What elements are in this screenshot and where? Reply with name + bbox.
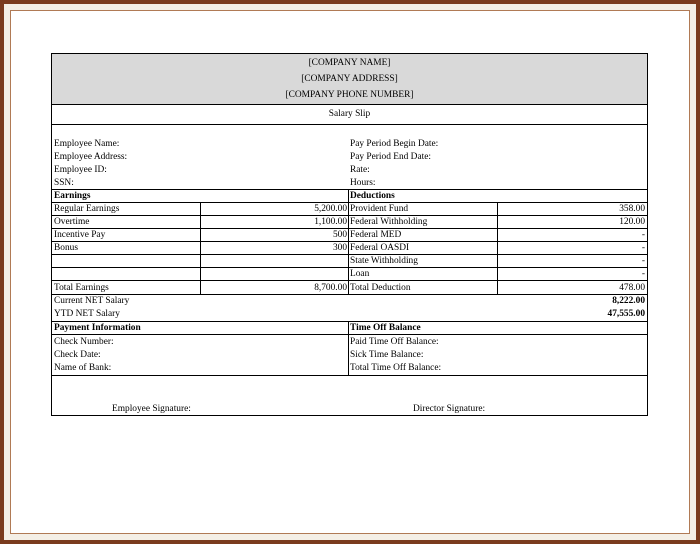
director-signature-label: Director Signature: [413, 404, 486, 414]
deduction-row-value: - [641, 269, 645, 279]
deduction-row-label: Federal OASDI [350, 243, 410, 253]
rate-label: Rate: [350, 165, 370, 175]
time-off-heading: Time Off Balance [350, 323, 421, 333]
ytd-net-salary-value: 47,555.00 [607, 309, 645, 319]
pay-period-end-label: Pay Period End Date: [350, 152, 431, 162]
earnings-row-value: 500 [332, 230, 347, 240]
deductions-heading: Deductions [350, 191, 395, 201]
earnings-row-label: Incentive Pay [54, 230, 106, 240]
deduction-row-label: Federal Withholding [350, 217, 428, 227]
deduction-row-value: - [641, 243, 645, 253]
paid-time-off-label: Paid Time Off Balance: [350, 337, 439, 347]
deduction-row-value: - [641, 230, 645, 240]
total-earnings-value: 8,700.00 [314, 283, 347, 293]
company-address: [COMPANY ADDRESS] [301, 74, 398, 84]
employee-id-label: Employee ID: [54, 165, 107, 175]
total-deduction-value: 478.00 [619, 283, 645, 293]
hours-label: Hours: [350, 178, 376, 188]
ytd-net-salary-label: YTD NET Salary [54, 309, 120, 319]
deduction-row-value: - [641, 256, 645, 266]
company-header [52, 54, 647, 105]
total-time-off-label: Total Time Off Balance: [350, 363, 442, 373]
document-title: Salary Slip [52, 104, 647, 125]
payment-info-heading: Payment Information [54, 323, 141, 333]
earnings-row-value: 300 [332, 243, 347, 253]
deduction-row-label: Loan [350, 269, 370, 279]
ssn-label: SSN: [54, 178, 74, 188]
company-phone: [COMPANY PHONE NUMBER] [285, 90, 414, 100]
earnings-row-value: 1,100.00 [314, 217, 347, 227]
deduction-row-value: 120.00 [619, 217, 645, 227]
employee-name-label: Employee Name: [54, 139, 120, 149]
company-name: [COMPANY NAME] [308, 58, 391, 68]
current-net-salary-value: 8,222.00 [612, 296, 645, 306]
deduction-row-value: 358.00 [619, 204, 645, 214]
bank-name-label: Name of Bank: [54, 363, 112, 373]
total-earnings-label: Total Earnings [54, 283, 109, 293]
check-date-label: Check Date: [54, 350, 101, 360]
employee-signature-label: Employee Signature: [112, 404, 191, 414]
deduction-row-label: Provident Fund [350, 204, 409, 214]
total-deduction-label: Total Deduction [350, 283, 411, 293]
pay-period-begin-label: Pay Period Begin Date: [350, 139, 439, 149]
earnings-heading: Earnings [54, 191, 91, 201]
employee-address-label: Employee Address: [54, 152, 128, 162]
earnings-row-value: 5,200.00 [314, 204, 347, 214]
deduction-row-label: State Withholding [350, 256, 418, 266]
current-net-salary-label: Current NET Salary [54, 296, 130, 306]
earnings-row-label: Overtime [54, 217, 90, 227]
earnings-row-label: Bonus [54, 243, 78, 253]
check-number-label: Check Number: [54, 337, 114, 347]
deduction-row-label: Federal MED [350, 230, 402, 240]
sick-time-label: Sick Time Balance: [350, 350, 424, 360]
earnings-row-label: Regular Earnings [54, 204, 120, 214]
salary-slip [51, 53, 648, 416]
